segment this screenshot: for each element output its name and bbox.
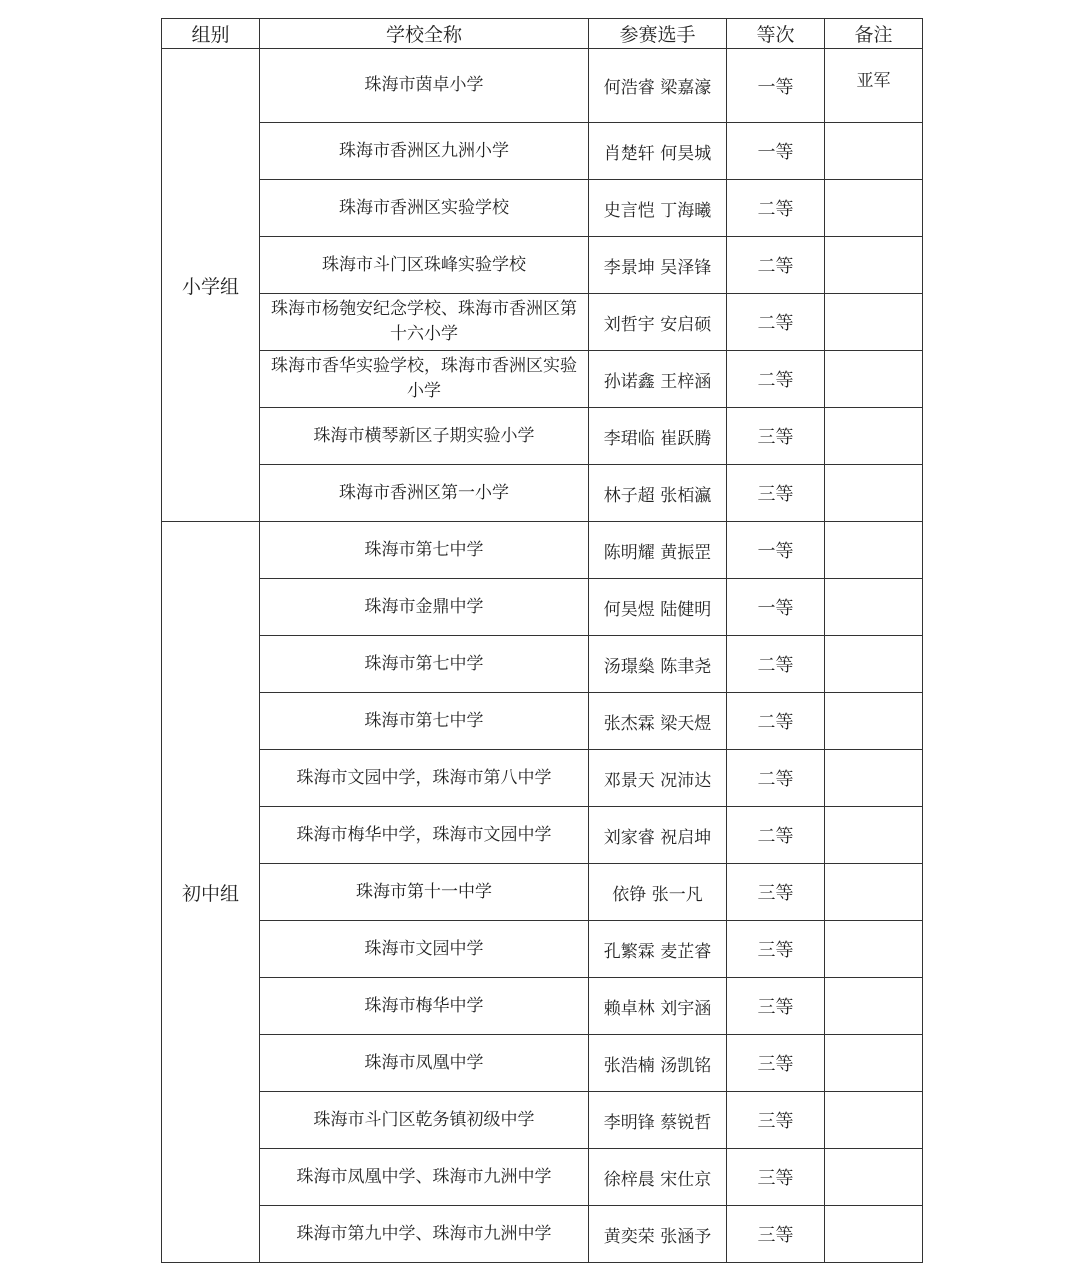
- note-cell: [825, 1035, 923, 1092]
- table-row: [162, 351, 923, 408]
- header-row: [162, 19, 923, 49]
- note-cell: [825, 636, 923, 693]
- players-cell: 林子超 张栢瀛: [589, 465, 727, 522]
- note-cell: [825, 465, 923, 522]
- table-row: [162, 750, 923, 807]
- table-row: [162, 237, 923, 294]
- rank-cell: 三等: [727, 1035, 825, 1092]
- note-cell: [825, 750, 923, 807]
- note-cell: [825, 978, 923, 1035]
- players-cell: 史言恺 丁海曦: [589, 180, 727, 237]
- players-cell: 陈明耀 黄振罡: [589, 522, 727, 579]
- note-cell: [825, 1206, 923, 1263]
- school-cell: 珠海市斗门区乾务镇初级中学: [260, 1092, 589, 1149]
- note-cell: 亚军: [825, 49, 923, 123]
- rank-cell: 三等: [727, 408, 825, 465]
- school-cell: 珠海市香华实验学校，珠海市香洲区实验小学: [260, 351, 589, 408]
- rank-cell: 二等: [727, 237, 825, 294]
- school-cell: 珠海市第九中学、珠海市九洲中学: [260, 1206, 589, 1263]
- header-school: 学校全称: [260, 19, 589, 49]
- rank-cell: 三等: [727, 1149, 825, 1206]
- players-cell: 李珺临 崔跃腾: [589, 408, 727, 465]
- players-cell: 李明锋 蔡锐哲: [589, 1092, 727, 1149]
- rank-cell: 二等: [727, 294, 825, 351]
- note-cell: [825, 807, 923, 864]
- players-cell: 依铮 张一凡: [589, 864, 727, 921]
- table-row: [162, 465, 923, 522]
- school-cell: 珠海市杨匏安纪念学校、珠海市香洲区第十六小学: [260, 294, 589, 351]
- rank-cell: 三等: [727, 921, 825, 978]
- school-cell: 珠海市斗门区珠峰实验学校: [260, 237, 589, 294]
- players-cell: 何昊煜 陆健明: [589, 579, 727, 636]
- note-cell: [825, 123, 923, 180]
- players-cell: 肖楚轩 何昊城: [589, 123, 727, 180]
- rank-cell: 二等: [727, 807, 825, 864]
- table-row: [162, 864, 923, 921]
- group-cell: 初中组: [162, 522, 260, 1263]
- school-cell: 珠海市茵卓小学: [260, 49, 589, 123]
- table-row: [162, 49, 923, 123]
- table-row: [162, 123, 923, 180]
- table-row: [162, 693, 923, 750]
- school-cell: 珠海市香洲区第一小学: [260, 465, 589, 522]
- players-cell: 黄奕荣 张涵予: [589, 1206, 727, 1263]
- rank-cell: 二等: [727, 636, 825, 693]
- school-cell: 珠海市梅华中学，珠海市文园中学: [260, 807, 589, 864]
- note-cell: [825, 921, 923, 978]
- rank-cell: 一等: [727, 579, 825, 636]
- players-cell: 刘家睿 祝启坤: [589, 807, 727, 864]
- school-cell: 珠海市第十一中学: [260, 864, 589, 921]
- rank-cell: 一等: [727, 123, 825, 180]
- players-cell: 张杰霖 梁天煜: [589, 693, 727, 750]
- note-cell: [825, 294, 923, 351]
- players-cell: 刘哲宇 安启硕: [589, 294, 727, 351]
- note-cell: [825, 693, 923, 750]
- school-cell: 珠海市第七中学: [260, 636, 589, 693]
- group-cell: 小学组: [162, 49, 260, 522]
- table-row: [162, 1035, 923, 1092]
- table-row: [162, 1092, 923, 1149]
- note-cell: [825, 1092, 923, 1149]
- table-row: [162, 1206, 923, 1263]
- note-cell: [825, 351, 923, 408]
- table-row: [162, 978, 923, 1035]
- table-row: [162, 408, 923, 465]
- rank-cell: 三等: [727, 864, 825, 921]
- players-cell: 徐梓晨 宋仕京: [589, 1149, 727, 1206]
- note-cell: [825, 522, 923, 579]
- award-table: [161, 18, 923, 1263]
- note-cell: [825, 408, 923, 465]
- header-note: 备注: [825, 19, 923, 49]
- table-row: [162, 1149, 923, 1206]
- header-players: 参赛选手: [589, 19, 727, 49]
- note-cell: [825, 1149, 923, 1206]
- players-cell: 邓景天 况沛达: [589, 750, 727, 807]
- school-cell: 珠海市香洲区九洲小学: [260, 123, 589, 180]
- school-cell: 珠海市第七中学: [260, 693, 589, 750]
- rank-cell: 一等: [727, 522, 825, 579]
- table-row: [162, 921, 923, 978]
- table-row: [162, 294, 923, 351]
- table-row: [162, 180, 923, 237]
- school-cell: 珠海市文园中学: [260, 921, 589, 978]
- rank-cell: 二等: [727, 693, 825, 750]
- table-row: [162, 636, 923, 693]
- players-cell: 何浩睿 梁嘉濠: [589, 49, 727, 123]
- school-cell: 珠海市梅华中学: [260, 978, 589, 1035]
- players-cell: 孔繁霖 麦芷睿: [589, 921, 727, 978]
- rank-cell: 三等: [727, 978, 825, 1035]
- rank-cell: 三等: [727, 465, 825, 522]
- school-cell: 珠海市文园中学，珠海市第八中学: [260, 750, 589, 807]
- players-cell: 张浩楠 汤凯铭: [589, 1035, 727, 1092]
- table-body: [162, 49, 923, 1263]
- note-cell: [825, 237, 923, 294]
- table-row: [162, 522, 923, 579]
- note-cell: [825, 864, 923, 921]
- players-cell: 汤璟燊 陈聿尧: [589, 636, 727, 693]
- note-cell: [825, 579, 923, 636]
- table-row: [162, 579, 923, 636]
- header-group: 组别: [162, 19, 260, 49]
- school-cell: 珠海市凤凰中学、珠海市九洲中学: [260, 1149, 589, 1206]
- rank-cell: 三等: [727, 1092, 825, 1149]
- rank-cell: 二等: [727, 750, 825, 807]
- school-cell: 珠海市凤凰中学: [260, 1035, 589, 1092]
- players-cell: 赖卓林 刘宇涵: [589, 978, 727, 1035]
- school-cell: 珠海市金鼎中学: [260, 579, 589, 636]
- school-cell: 珠海市香洲区实验学校: [260, 180, 589, 237]
- rank-cell: 三等: [727, 1206, 825, 1263]
- note-cell: [825, 180, 923, 237]
- header-rank: 等次: [727, 19, 825, 49]
- rank-cell: 二等: [727, 351, 825, 408]
- players-cell: 李景坤 吴泽锋: [589, 237, 727, 294]
- school-cell: 珠海市横琴新区子期实验小学: [260, 408, 589, 465]
- school-cell: 珠海市第七中学: [260, 522, 589, 579]
- table-row: [162, 807, 923, 864]
- players-cell: 孙诺鑫 王梓涵: [589, 351, 727, 408]
- rank-cell: 一等: [727, 49, 825, 123]
- rank-cell: 二等: [727, 180, 825, 237]
